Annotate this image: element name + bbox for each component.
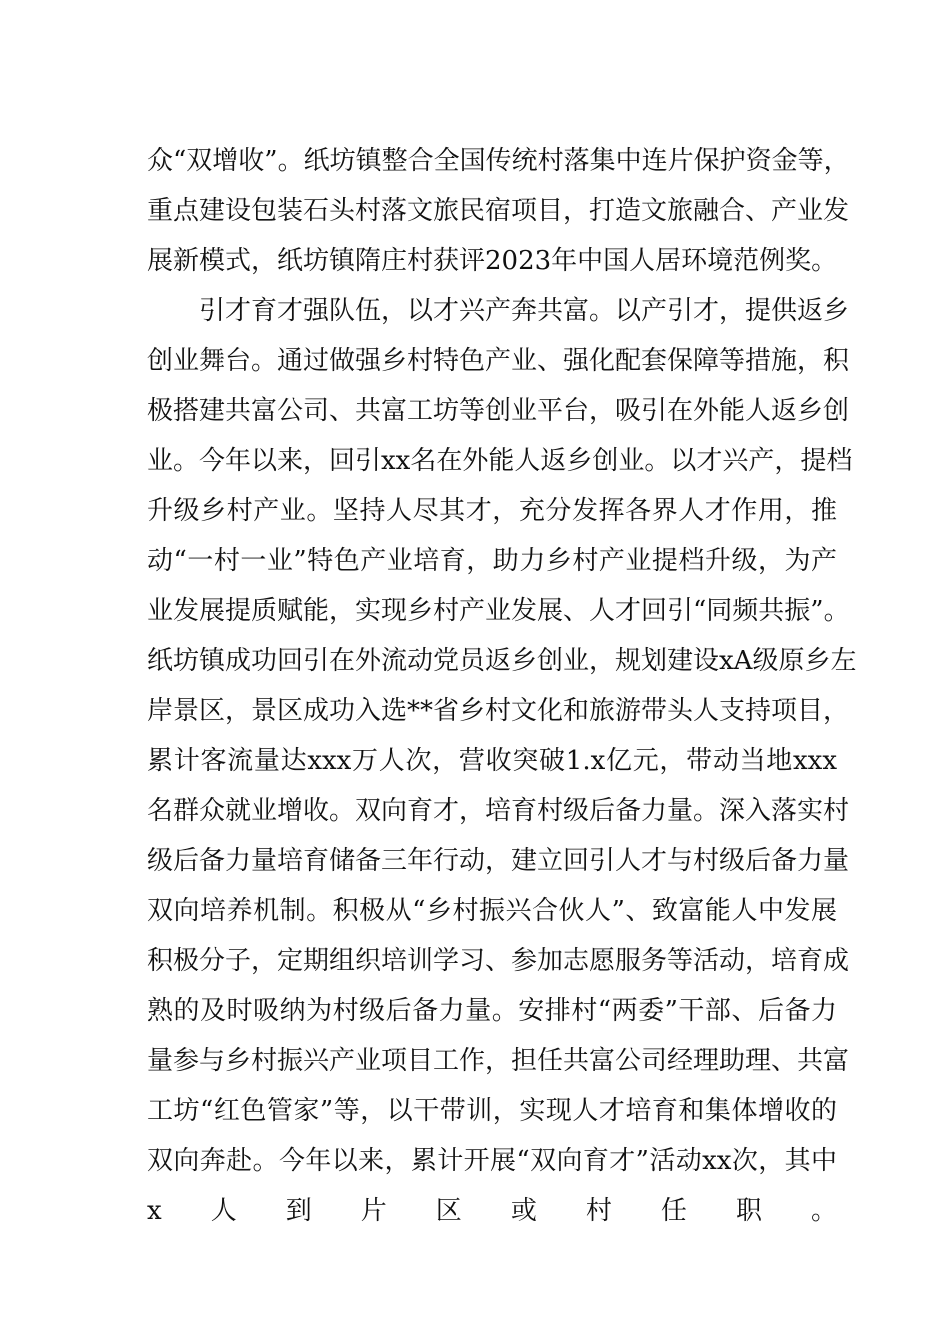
paragraph-1-line-3: 展新模式，纸坊镇隋庄村获评2023年中国人居环境范例奖。 [147,246,838,276]
paragraph-2-line-10: 累计客流量达xxx万人次，营收突破1.x亿元，带动当地xxx [147,746,837,776]
paragraph-2-line-9: 岸景区，景区成功入选**省乡村文化和旅游带头人支持项目， [147,696,850,726]
paragraph-2-line-19: x人到片区或村任职。 [147,1196,837,1226]
paragraph-2-line-13: 双向培养机制。积极从“乡村振兴合伙人”、致富能人中发展 [147,896,837,926]
paragraph-2-line-8: 纸坊镇成功回引在外流动党员返乡创业，规划建设xA级原乡左 [147,646,857,676]
paragraph-2-line-15: 熟的及时吸纳为村级后备力量。安排村“两委”干部、后备力 [147,996,837,1026]
paragraph-2-line-7: 业发展提质赋能，实现乡村产业发展、人才回引“同频共振”。 [147,596,850,626]
paragraph-2-line-18: 双向奔赴。今年以来，累计开展“双向育才”活动xx次，其中 [147,1146,837,1176]
paragraph-2-line-11: 名群众就业增收。双向育才，培育村级后备力量。深入落实村 [147,796,850,826]
paragraph-1-line-2: 重点建设包装石头村落文旅民宿项目，打造文旅融合、产业发 [147,196,850,226]
paragraph-2-line-5: 升级乡村产业。坚持人尽其才，充分发挥各界人才作用，推 [147,496,837,526]
paragraph-2-line-12: 级后备力量培育储备三年行动，建立回引人才与村级后备力量 [147,846,850,876]
paragraph-2-line-20 [147,1236,837,1286]
paragraph-2-line-16: 量参与乡村振兴产业项目工作，担任共富公司经理助理、共富 [147,1046,850,1076]
paragraph-2-line-14: 积极分子，定期组织培训学习、参加志愿服务等活动，培育成 [147,946,850,976]
paragraph-2-line-1: 引才育才强队伍，以才兴产奔共富。以产引才，提供返乡 [199,296,850,326]
paragraph-2-line-2: 创业舞台。通过做强乡村特色产业、强化配套保障等措施，积 [147,346,850,376]
paragraph-1-line-1: 众“双增收”。纸坊镇整合全国传统村落集中连片保护资金等， [147,146,850,176]
paragraph-2-line-17: 工坊“红色管家”等，以干带训，实现人才培育和集体增收的 [147,1096,837,1126]
paragraph-2-line-3: 极搭建共富公司、共富工坊等创业平台，吸引在外能人返乡创 [147,396,850,426]
paragraph-2-line-4: 业。今年以来，回引xx名在外能人返乡创业。以才兴产，提档 [147,446,853,476]
paragraph-2-line-6: 动“一村一业”特色产业培育，助力乡村产业提档升级，为产 [147,546,837,576]
document-body [147,136,857,1286]
